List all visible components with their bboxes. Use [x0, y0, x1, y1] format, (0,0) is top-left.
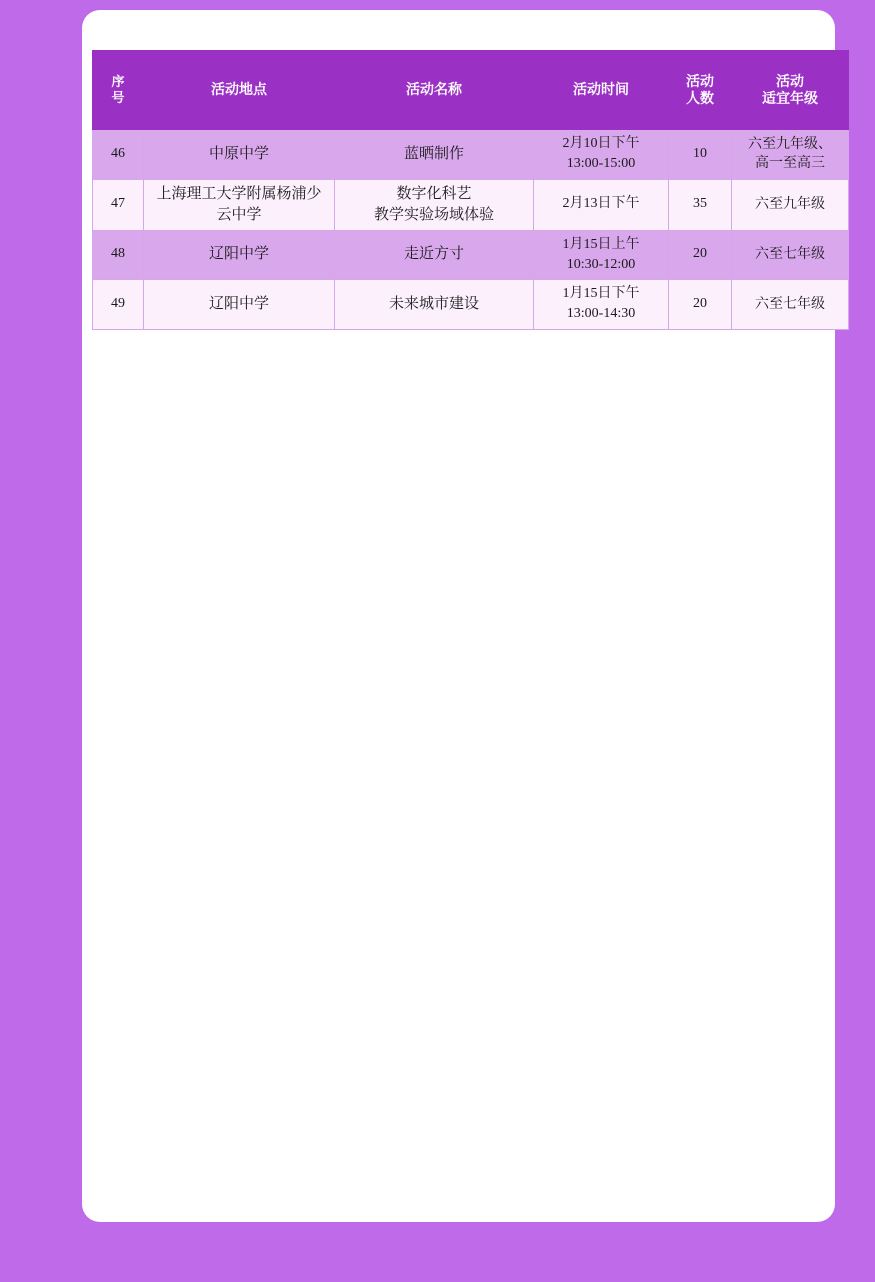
cell-index: 46: [93, 130, 144, 180]
cell-activity-name-line: 数字化科艺: [396, 185, 472, 202]
cell-activity-time-line: 13:00-14:30: [566, 306, 636, 322]
cell-index: 48: [93, 230, 144, 280]
cell-activity-name-line: 走近方寸: [403, 246, 464, 263]
activity-schedule-table: [92, 50, 849, 330]
cell-suitable-grade-line: 高一至高三: [755, 156, 825, 172]
cell-participant-count: 20: [669, 230, 732, 280]
table-row: [93, 130, 849, 180]
cell-place: [144, 130, 335, 180]
cell-suitable-grade-line: 六至七年级: [755, 296, 825, 312]
cell-suitable-grade: [732, 130, 849, 180]
cell-activity-name: [335, 179, 534, 230]
cell-suitable-grade: [732, 280, 849, 330]
cell-activity-time: [534, 280, 669, 330]
cell-suitable-grade-line: 六至九年级: [755, 196, 825, 212]
cell-participant-count: 35: [669, 179, 732, 230]
column-header-index: [93, 51, 144, 130]
table-row: [93, 179, 849, 230]
column-header-suitable-grade: [732, 51, 849, 130]
column-header-activity-name: [335, 51, 534, 130]
column-header-line: 适宜年级: [762, 90, 818, 106]
column-header-line: 号: [111, 90, 125, 105]
column-header-line: 活动时间: [573, 81, 629, 98]
page-card: [82, 10, 835, 1222]
cell-participant-count: 20: [669, 280, 732, 330]
table-header-row: [93, 51, 849, 130]
cell-place-line: 上海理工大学附属杨浦少: [156, 185, 322, 202]
cell-suitable-grade: [732, 179, 849, 230]
cell-activity-time-line: 10:30-12:00: [566, 256, 636, 272]
cell-activity-time-line: 13:00-15:00: [566, 156, 636, 172]
column-header-line: 活动名称: [406, 81, 462, 98]
cell-suitable-grade-line: 六至七年级: [755, 247, 825, 263]
table-body: [93, 130, 849, 330]
cell-place-line: 中原中学: [208, 145, 269, 162]
cell-activity-time: [534, 130, 669, 180]
cell-activity-name-line: 蓝晒制作: [403, 145, 464, 162]
cell-activity-time: [534, 179, 669, 230]
cell-participant-count: 10: [669, 130, 732, 180]
cell-activity-name: [335, 280, 534, 330]
cell-index: 49: [93, 280, 144, 330]
cell-activity-name: [335, 130, 534, 180]
cell-place-line: 辽阳中学: [208, 246, 269, 263]
cell-activity-time-line: 2月13日下午: [562, 196, 640, 212]
column-header-place: [144, 51, 335, 130]
cell-place: [144, 230, 335, 280]
cell-place: [144, 179, 335, 230]
column-header-line: 活动: [686, 72, 714, 89]
cell-index: 47: [93, 179, 144, 230]
cell-activity-name: [335, 230, 534, 280]
table-row: [93, 230, 849, 280]
column-header-participant-count: [669, 51, 732, 130]
table-row: [93, 280, 849, 330]
cell-place-line: 云中学: [216, 206, 262, 223]
column-header-line: 活动地点: [211, 81, 267, 98]
table-header: [93, 51, 849, 130]
cell-suitable-grade-line: 六至九年级、: [748, 136, 832, 152]
cell-place-line: 辽阳中学: [208, 295, 269, 312]
cell-activity-time-line: 1月15日下午: [562, 286, 640, 302]
cell-activity-time-line: 1月15日上午: [562, 236, 640, 252]
column-header-line: 活动: [776, 72, 804, 89]
cell-activity-name-line: 未来城市建设: [388, 295, 479, 312]
cell-place: [144, 280, 335, 330]
cell-activity-time: [534, 230, 669, 280]
column-header-line: 人数: [686, 90, 714, 106]
column-header-line: 序: [111, 73, 125, 89]
cell-suitable-grade: [732, 230, 849, 280]
cell-activity-name-line: 教学实验场域体验: [373, 206, 494, 223]
column-header-activity-time: [534, 51, 669, 130]
cell-activity-time-line: 2月10日下午: [562, 136, 640, 151]
activity-schedule-table-wrapper: [92, 50, 832, 330]
